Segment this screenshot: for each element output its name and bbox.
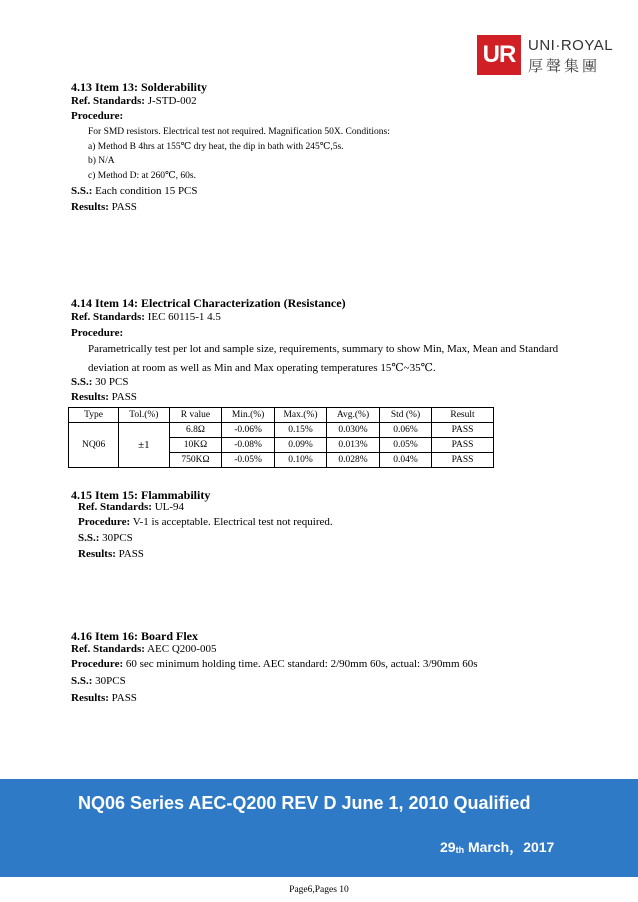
procedure-line-4: c) Method D: at 260℃, 60s. <box>88 171 196 181</box>
page-number: Page6,Pages 10 <box>289 885 349 895</box>
results-label: Results: <box>71 391 109 403</box>
ref-value: IEC 60115-1 4.5 <box>144 311 221 323</box>
results-value: PASS <box>115 548 144 560</box>
section-15-ref <box>78 501 184 513</box>
ss-value: 30PCS <box>99 532 133 544</box>
header-r-value: R value <box>169 408 222 423</box>
header-max: Max.(%) <box>274 408 326 423</box>
proc-value: 60 sec minimum holding time. AEC standard: 2/90mm 60s, actual: 3/90mm 60s <box>123 658 478 670</box>
cell: 0.05% <box>379 438 431 453</box>
proc-label: Procedure: <box>78 516 131 528</box>
table-row <box>69 423 494 438</box>
qualification-banner <box>0 779 638 877</box>
ss-value: 30 PCS <box>92 376 129 388</box>
cell: 6.8Ω <box>169 423 222 438</box>
ref-label: Ref. Standards: <box>71 95 145 107</box>
cell: PASS <box>432 423 494 438</box>
section-15-results <box>78 548 144 560</box>
results-value: PASS <box>108 391 137 403</box>
section-14-title: 4.14 Item 14: Electrical Characterization (Resistance) <box>71 296 346 310</box>
section-16-ref <box>71 643 216 655</box>
cell: 10KΩ <box>169 438 222 453</box>
cell: 0.028% <box>327 453 380 468</box>
results-label: Results: <box>71 201 109 213</box>
ss-value: Each condition 15 PCS <box>92 185 198 197</box>
section-13-title: 4.13 Item 13: Solderability <box>71 80 207 94</box>
section-14-procedure-text: Parametrically test per lot and sample size, requirements, summary to show Min, Max, Mean and Standard deviation at room as well as Min and Max operating temperatures 15℃~35℃. <box>88 343 559 374</box>
cell: -0.08% <box>222 438 275 453</box>
cell: 0.06% <box>379 423 431 438</box>
ref-value: J-STD-002 <box>144 95 197 107</box>
section-16-procedure <box>71 658 478 670</box>
ref-label: Ref. Standards: <box>71 311 145 323</box>
proc-label: Procedure: <box>71 327 124 339</box>
section-16-results <box>71 692 137 704</box>
results-label: Results: <box>78 548 116 560</box>
procedure-line-1: For SMD resistors. Electrical test not required. Magnification 50X. Conditions: <box>88 127 390 137</box>
header-avg: Avg.(%) <box>327 408 380 423</box>
cell: 0.013% <box>327 438 380 453</box>
section-13-ref <box>71 95 197 107</box>
section-13-ss <box>71 185 198 197</box>
results-value: PASS <box>108 692 137 704</box>
date-rest: March，2017 <box>464 839 555 855</box>
section-14-ss <box>71 376 128 388</box>
cell: -0.06% <box>222 423 275 438</box>
logo-mark: UR <box>477 35 521 75</box>
cell: 0.04% <box>379 453 431 468</box>
date-day: 29 <box>440 839 456 855</box>
header-result: Result <box>432 408 494 423</box>
cell: PASS <box>432 438 494 453</box>
header-type: Type <box>69 408 119 423</box>
section-15-ss <box>78 532 133 544</box>
section-13-procedure-label <box>71 110 123 122</box>
section-16-ss <box>71 675 126 687</box>
section-14-results <box>71 391 137 403</box>
company-logo <box>477 35 617 77</box>
results-value: PASS <box>108 201 137 213</box>
banner-date <box>440 837 554 857</box>
cell: 0.030% <box>327 423 380 438</box>
ss-label: S.S.: <box>71 675 93 687</box>
proc-label: Procedure: <box>71 658 124 670</box>
procedure-line-3: b) N/A <box>88 156 115 166</box>
cell: 0.09% <box>274 438 326 453</box>
ss-value: 30PCS <box>92 675 126 687</box>
cell: -0.05% <box>222 453 275 468</box>
date-suffix: th <box>455 845 465 855</box>
cell: PASS <box>432 453 494 468</box>
ss-label: S.S.: <box>71 376 93 388</box>
logo-name-cn: 厚聲集團 <box>528 57 601 75</box>
section-14-ref <box>71 311 221 323</box>
section-14-procedure-label <box>71 327 123 339</box>
ss-label: S.S.: <box>71 185 93 197</box>
ss-label: S.S.: <box>78 532 100 544</box>
ref-value: UL-94 <box>151 501 185 513</box>
resistance-results-table <box>68 407 494 468</box>
section-15-procedure <box>78 516 333 528</box>
section-16-title: 4.16 Item 16: Board Flex <box>71 629 198 643</box>
proc-value: V-1 is acceptable. Electrical test not required. <box>130 516 333 528</box>
header-std: Std (%) <box>379 408 431 423</box>
cell-tol: ±1 <box>119 423 169 468</box>
cell: 750KΩ <box>169 453 222 468</box>
results-label: Results: <box>71 692 109 704</box>
header-min: Min.(%) <box>222 408 275 423</box>
ref-value: AEC Q200-005 <box>144 643 217 655</box>
header-tol: Tol.(%) <box>119 408 169 423</box>
section-15-title: 4.15 Item 15: Flammability <box>71 488 211 502</box>
section-13-results <box>71 201 137 213</box>
ref-label: Ref. Standards: <box>71 643 145 655</box>
cell: 0.15% <box>274 423 326 438</box>
procedure-line-2: a) Method B 4hrs at 155℃ dry heat, the dip in bath with 245℃,5s. <box>88 142 344 152</box>
proc-label: Procedure: <box>71 110 124 122</box>
cell-type: NQ06 <box>69 423 119 468</box>
ref-label: Ref. Standards: <box>78 501 152 513</box>
cell: 0.10% <box>274 453 326 468</box>
table-header-row <box>69 408 494 423</box>
logo-name-en: UNI·ROYAL <box>528 37 614 54</box>
banner-title: NQ06 Series AEC-Q200 REV D June 1, 2010 Qualified <box>78 793 531 813</box>
